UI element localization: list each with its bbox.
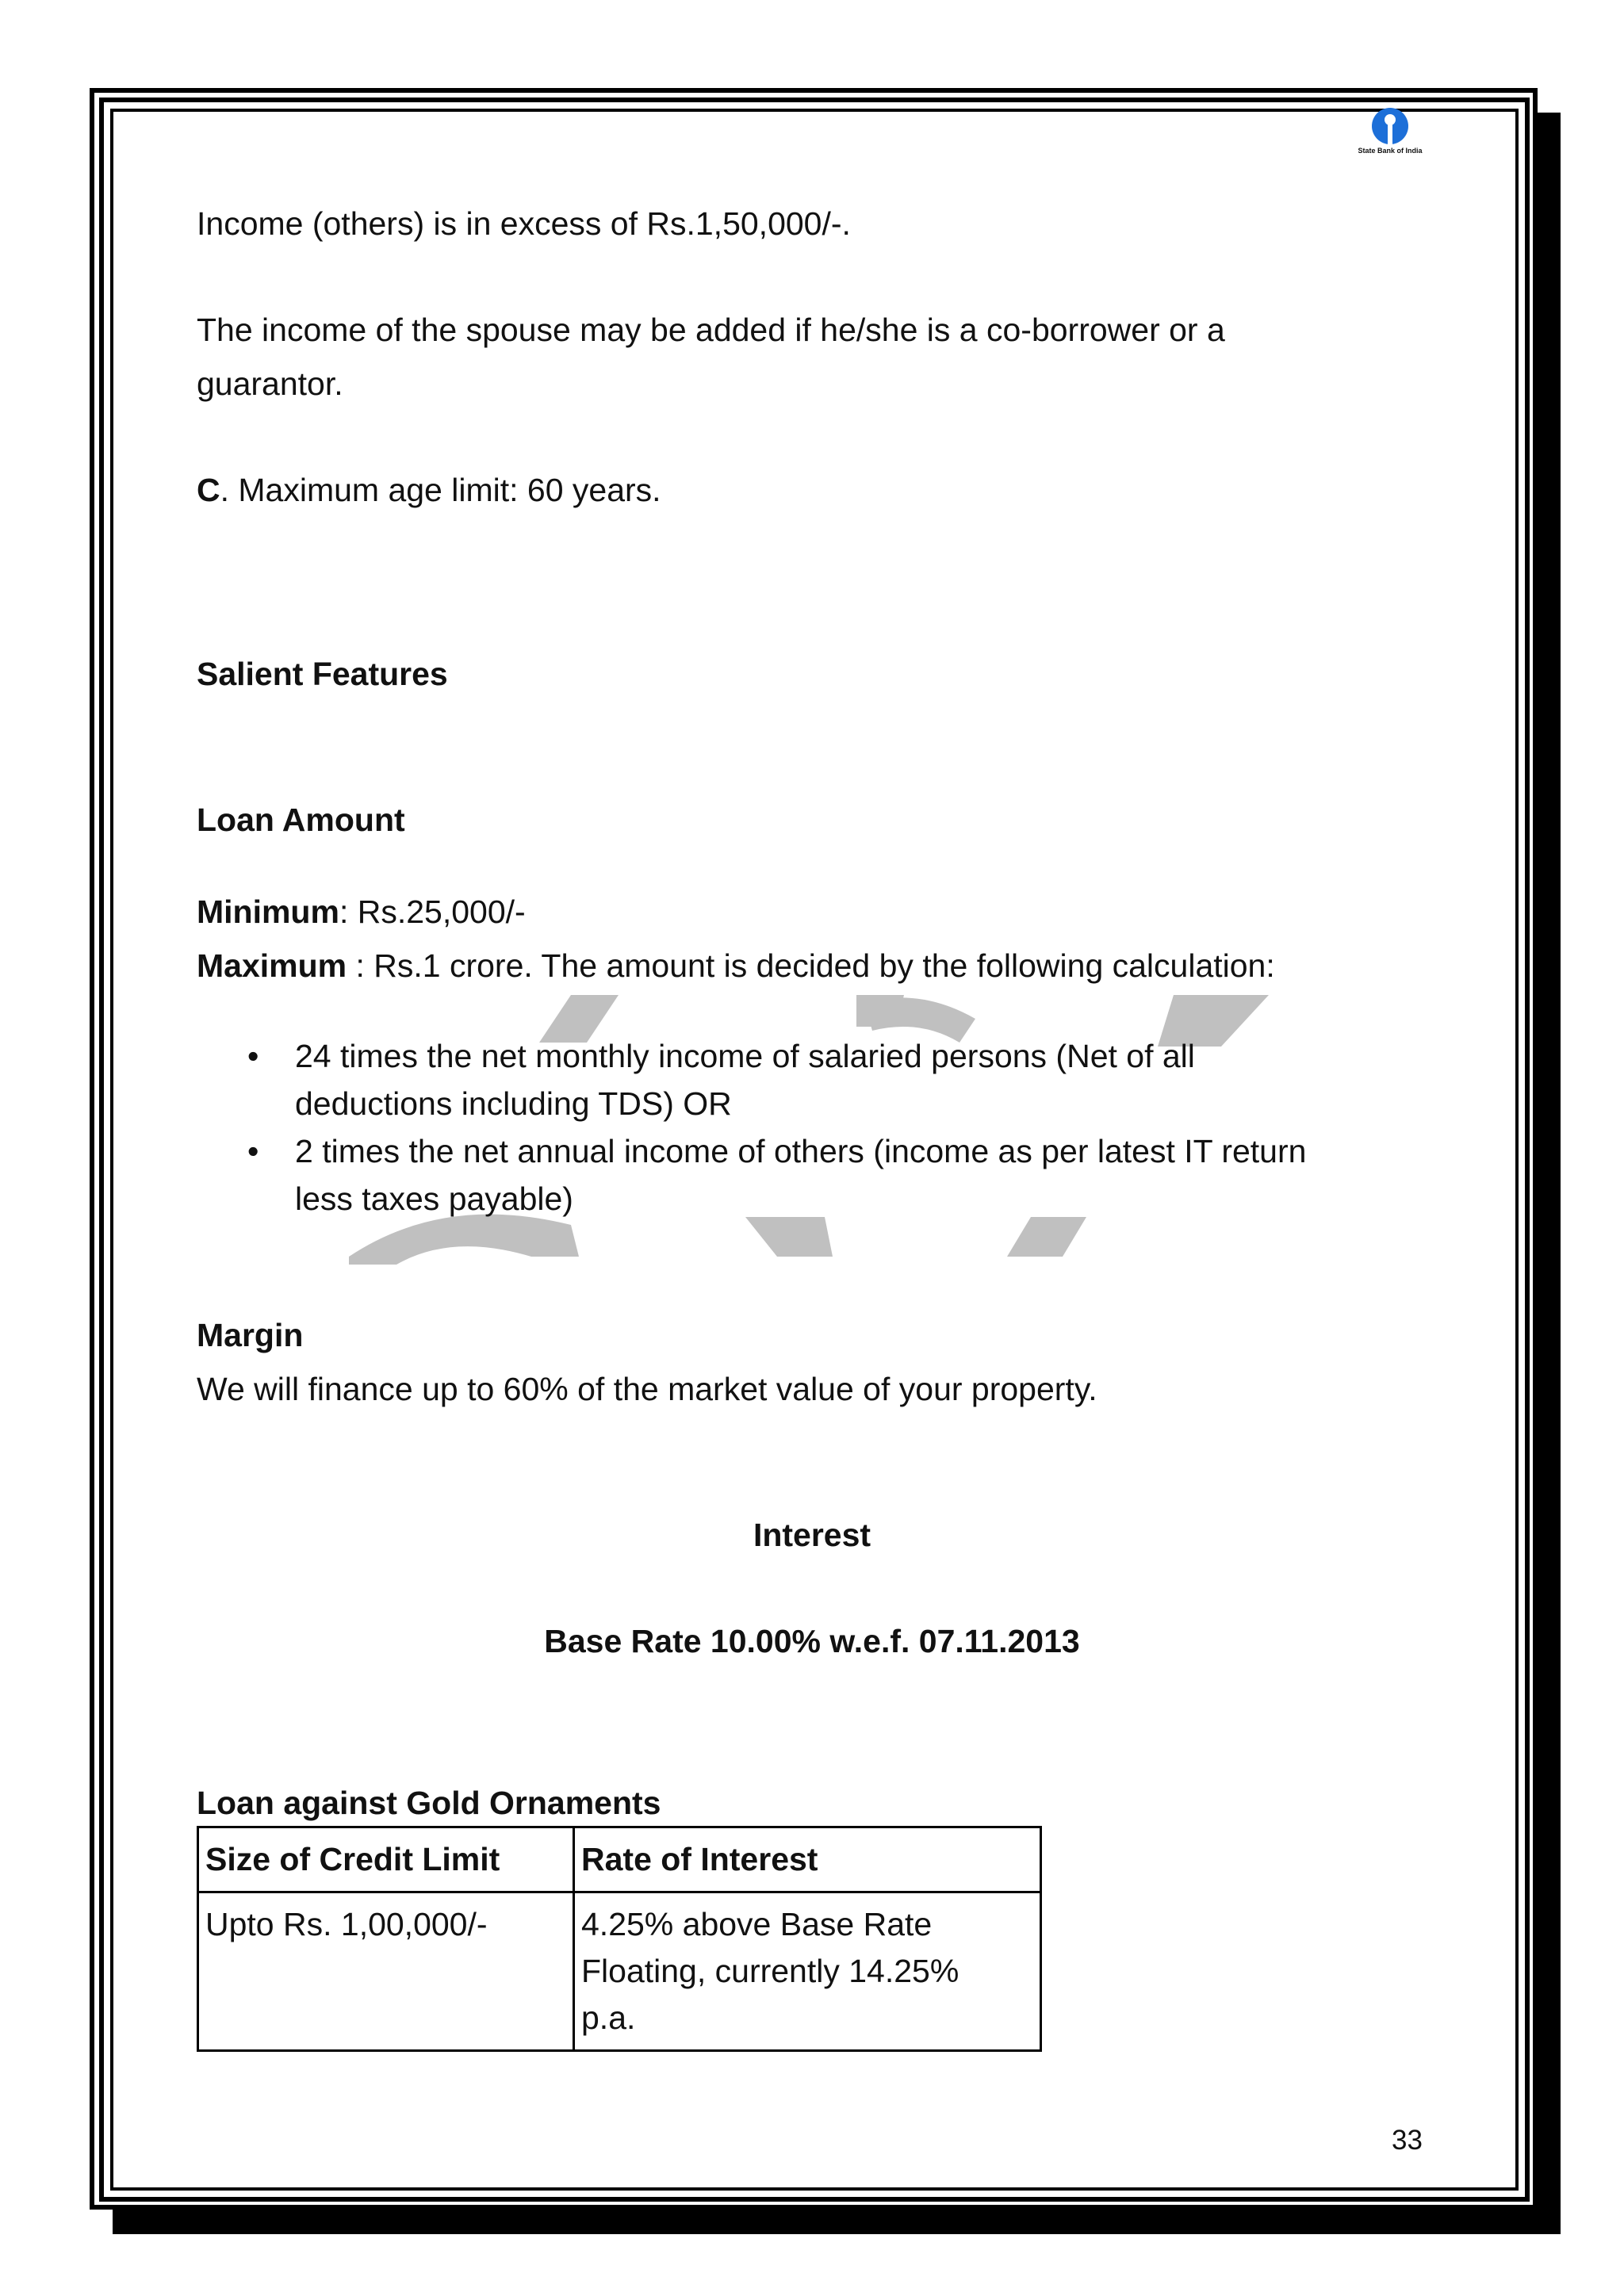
rate-line1: 4.25% above Base Rate [581, 1906, 933, 1942]
cell-credit-limit: Upto Rs. 1,00,000/- [198, 1892, 574, 2051]
header-credit-limit: Size of Credit Limit [198, 1827, 574, 1892]
cell-rate-of-interest [574, 1892, 1041, 2051]
base-rate: Base Rate 10.00% w.e.f. 07.11.2013 [544, 1623, 1080, 1659]
maximum-amount [197, 939, 1275, 993]
watermark-shape-7 [1007, 1217, 1086, 1257]
watermark-shape-6 [745, 1217, 833, 1257]
bullet-1-line2: deductions including TDS) OR [295, 1085, 732, 1122]
maximum-text: : Rs.1 crore. The amount is decided by the following calculation: [347, 947, 1275, 984]
age-text: . Maximum age limit: 60 years. [220, 472, 661, 508]
header-rate-of-interest: Rate of Interest [574, 1827, 1041, 1892]
bullet-2-line1: 2 times the net annual income of others (income as per latest IT return [295, 1133, 1307, 1169]
margin-text: We will finance up to 60% of the market value of your property. [197, 1371, 1097, 1407]
bullet-1-line1: 24 times the net monthly income of salaried persons (Net of all [295, 1038, 1195, 1074]
bullet-2-line2: less taxes payable) [295, 1181, 573, 1217]
table-header-row [198, 1827, 1041, 1892]
minimum-label: Minimum [197, 894, 339, 930]
spouse-income-line2: guarantor. [197, 365, 343, 402]
minimum-amount [197, 885, 526, 939]
loan-amount-heading: Loan Amount [197, 802, 405, 838]
minimum-text: : Rs.25,000/- [339, 894, 526, 930]
rate-line2: Floating, currently 14.25% [581, 1953, 959, 1989]
sbi-logo [1356, 108, 1424, 155]
interest-heading: Interest [753, 1517, 871, 1553]
rate-line3: p.a. [581, 1999, 636, 2036]
sbi-logo-icon [1372, 108, 1408, 144]
table-row [198, 1892, 1041, 2051]
maximum-label: Maximum [197, 947, 347, 984]
age-label: C [197, 472, 220, 508]
margin-heading: Margin [197, 1317, 304, 1353]
salient-features-heading: Salient Features [197, 656, 448, 692]
watermark-shape-3 [856, 995, 904, 1027]
list-item: • 24 times the net monthly income of salaried persons (Net of all deductions including TDS) OR [197, 1032, 1434, 1127]
income-others-text: Income (others) is in excess of Rs.1,50,000/-. [197, 205, 851, 242]
gold-loan-table [197, 1826, 1042, 2052]
page-number: 33 [1392, 2125, 1423, 2156]
gold-loan-heading: Loan against Gold Ornaments [197, 1785, 661, 1821]
logo-caption: State Bank of India [1358, 147, 1423, 155]
spouse-income-line1: The income of the spouse may be added if he/she is a co-borrower or a [197, 312, 1225, 348]
list-item: • 2 times the net annual income of others (income as per latest IT return less taxes payable) [197, 1127, 1434, 1223]
calculation-list [197, 1032, 1434, 1223]
age-limit [197, 463, 661, 517]
